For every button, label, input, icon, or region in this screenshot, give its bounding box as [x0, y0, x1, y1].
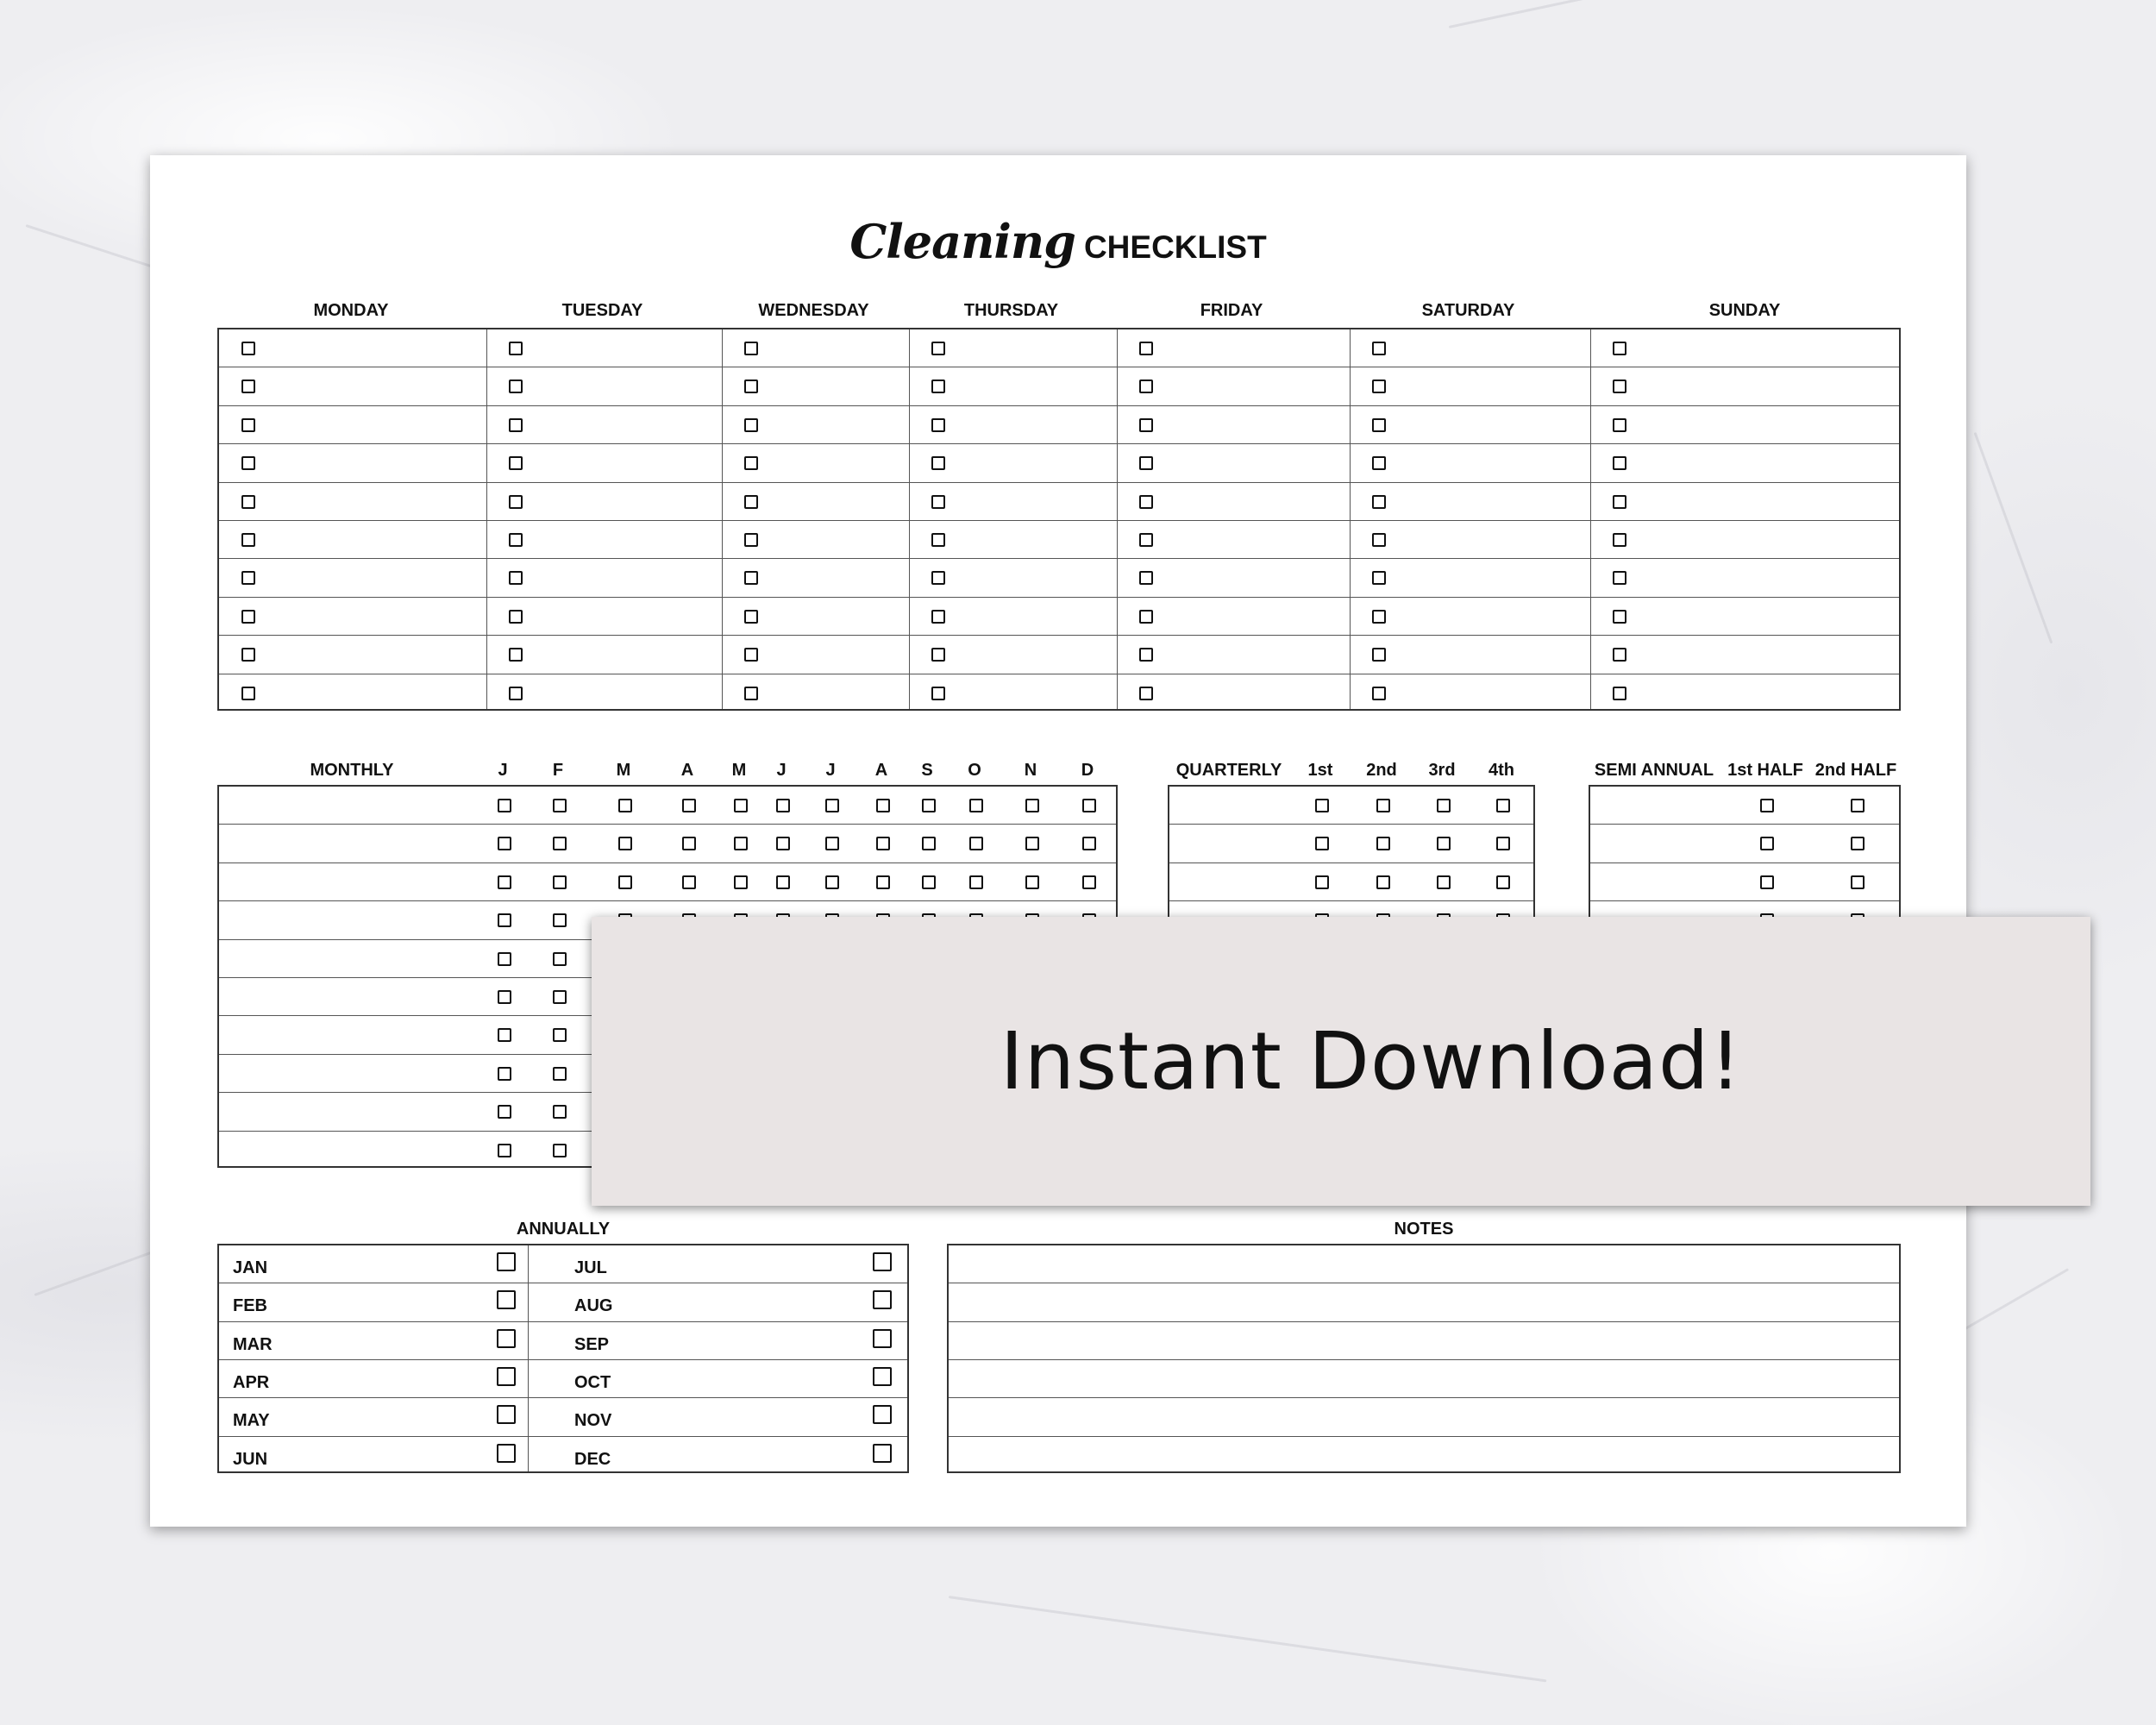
month-header: D: [1081, 761, 1094, 780]
weekly-checkbox[interactable]: [1372, 495, 1386, 509]
day-header-friday: FRIDAY: [1200, 301, 1263, 320]
monthly-checkbox[interactable]: [498, 1144, 511, 1157]
monthly-checkbox[interactable]: [1082, 799, 1096, 812]
weekly-checkbox[interactable]: [241, 418, 255, 432]
month-label: FEB: [233, 1296, 267, 1316]
checklist-sheet: [150, 155, 1966, 1527]
weekly-checkbox[interactable]: [744, 342, 758, 355]
notes-header: NOTES: [1394, 1220, 1454, 1239]
quarterly-table: [1168, 785, 1535, 938]
weekly-checkbox[interactable]: [931, 533, 945, 547]
monthly-checkbox[interactable]: [734, 799, 748, 812]
row-divider: [1169, 824, 1533, 825]
monthly-checkbox[interactable]: [922, 875, 936, 889]
row-divider: [1590, 862, 1899, 863]
month-header: F: [552, 761, 564, 780]
monthly-checkbox[interactable]: [498, 1028, 511, 1042]
weekly-checkbox[interactable]: [931, 687, 945, 700]
month-label: MAY: [233, 1411, 270, 1431]
weekly-checkbox[interactable]: [1372, 380, 1386, 393]
weekly-checkbox[interactable]: [509, 648, 523, 662]
monthly-checkbox[interactable]: [553, 990, 567, 1004]
month-label: SEP: [574, 1334, 610, 1354]
row-divider: [219, 1359, 907, 1360]
month-header: M: [616, 761, 631, 780]
annual-checkbox[interactable]: [873, 1367, 892, 1386]
month-header: J: [498, 761, 508, 780]
monthly-checkbox[interactable]: [553, 1144, 567, 1157]
half-header: 2nd HALF: [1814, 761, 1897, 780]
weekly-checkbox[interactable]: [744, 687, 758, 700]
weekly-checkbox[interactable]: [241, 456, 255, 470]
monthly-checkbox[interactable]: [553, 952, 567, 966]
monthly-checkbox[interactable]: [553, 1028, 567, 1042]
banner-text: Instant Download!: [1000, 1015, 1743, 1107]
page-title: [150, 214, 1966, 269]
monthly-checkbox[interactable]: [969, 875, 983, 889]
quarterly-checkbox[interactable]: [1437, 799, 1451, 812]
row-divider: [1590, 900, 1899, 901]
month-label: OCT: [574, 1373, 611, 1392]
annual-checkbox[interactable]: [497, 1290, 516, 1309]
semi-annual-checkbox[interactable]: [1760, 837, 1774, 850]
monthly-checkbox[interactable]: [734, 837, 748, 850]
quarter-header: 2nd: [1366, 761, 1397, 780]
monthly-checkbox[interactable]: [553, 799, 567, 812]
weekly-checkbox[interactable]: [1613, 648, 1626, 662]
quarterly-checkbox[interactable]: [1496, 875, 1510, 889]
title-plain: CHECKLIST: [1083, 229, 1267, 265]
weekly-checkbox[interactable]: [241, 342, 255, 355]
weekly-checkbox[interactable]: [1139, 342, 1153, 355]
weekly-checkbox[interactable]: [509, 610, 523, 624]
monthly-checkbox[interactable]: [922, 799, 936, 812]
weekly-checkbox[interactable]: [1139, 571, 1153, 585]
weekly-checkbox[interactable]: [1372, 418, 1386, 432]
weekly-checkbox[interactable]: [931, 495, 945, 509]
weekly-checkbox[interactable]: [931, 342, 945, 355]
day-header-wednesday: WEDNESDAY: [758, 301, 869, 320]
column-divider: [909, 329, 910, 709]
semi-annual-checkbox[interactable]: [1760, 799, 1774, 812]
column-divider: [1350, 329, 1351, 709]
monthly-checkbox[interactable]: [553, 875, 567, 889]
weekly-checkbox[interactable]: [1139, 610, 1153, 624]
quarterly-header: QUARTERLY: [1175, 761, 1282, 780]
monthly-checkbox[interactable]: [969, 799, 983, 812]
quarter-header: 4th: [1489, 761, 1514, 780]
weekly-checkbox[interactable]: [241, 648, 255, 662]
day-header-monday: MONDAY: [313, 301, 389, 320]
column-divider: [1590, 329, 1591, 709]
weekly-checkbox[interactable]: [744, 495, 758, 509]
semi-annual-checkbox[interactable]: [1851, 875, 1865, 889]
row-divider: [219, 405, 1899, 406]
semi-annual-header: SEMI ANNUAL: [1594, 761, 1714, 780]
weekly-checkbox[interactable]: [744, 380, 758, 393]
quarterly-checkbox[interactable]: [1437, 875, 1451, 889]
monthly-checkbox[interactable]: [1082, 875, 1096, 889]
annual-checkbox[interactable]: [873, 1329, 892, 1348]
weekly-checkbox[interactable]: [931, 610, 945, 624]
monthly-checkbox[interactable]: [1025, 837, 1039, 850]
row-divider: [949, 1436, 1899, 1437]
weekly-checkbox[interactable]: [1372, 687, 1386, 700]
weekly-checkbox[interactable]: [241, 571, 255, 585]
monthly-checkbox[interactable]: [876, 799, 890, 812]
monthly-checkbox[interactable]: [825, 875, 839, 889]
monthly-checkbox[interactable]: [876, 837, 890, 850]
row-divider: [219, 824, 1116, 825]
semi-annual-checkbox[interactable]: [1760, 875, 1774, 889]
day-header-thursday: THURSDAY: [963, 301, 1059, 320]
row-divider: [219, 520, 1899, 521]
row-divider: [219, 862, 1116, 863]
day-header-tuesday: TUESDAY: [561, 301, 643, 320]
weekly-checkbox[interactable]: [241, 610, 255, 624]
month-header: O: [968, 761, 981, 780]
monthly-checkbox[interactable]: [1082, 837, 1096, 850]
weekly-checkbox[interactable]: [1139, 687, 1153, 700]
weekly-checkbox[interactable]: [241, 687, 255, 700]
monthly-checkbox[interactable]: [876, 875, 890, 889]
row-divider: [219, 900, 1116, 901]
day-header-sunday: SUNDAY: [1708, 301, 1781, 320]
quarterly-checkbox[interactable]: [1315, 837, 1329, 850]
weekly-checkbox[interactable]: [1613, 533, 1626, 547]
annual-checkbox[interactable]: [497, 1252, 516, 1271]
weekly-checkbox[interactable]: [931, 418, 945, 432]
row-divider: [1169, 900, 1533, 901]
row-divider: [1590, 824, 1899, 825]
weekly-checkbox[interactable]: [1372, 456, 1386, 470]
month-label: AUG: [574, 1296, 613, 1316]
weekly-checkbox[interactable]: [1139, 456, 1153, 470]
month-header: S: [921, 761, 933, 780]
weekly-checkbox[interactable]: [509, 571, 523, 585]
weekly-checkbox[interactable]: [1372, 342, 1386, 355]
weekly-checkbox[interactable]: [744, 456, 758, 470]
month-label: NOV: [574, 1411, 612, 1431]
month-header: A: [680, 761, 694, 780]
weekly-checkbox[interactable]: [744, 533, 758, 547]
column-divider: [528, 1245, 529, 1471]
weekly-checkbox[interactable]: [931, 456, 945, 470]
weekly-checkbox[interactable]: [1372, 571, 1386, 585]
monthly-checkbox[interactable]: [553, 913, 567, 927]
monthly-checkbox[interactable]: [618, 837, 632, 850]
month-label: JAN: [233, 1258, 268, 1277]
row-divider: [219, 1321, 907, 1322]
monthly-checkbox[interactable]: [922, 837, 936, 850]
quarterly-checkbox[interactable]: [1376, 837, 1390, 850]
month-label: JUL: [574, 1258, 607, 1277]
annually-table: [217, 1244, 909, 1473]
weekly-checkbox[interactable]: [509, 533, 523, 547]
weekly-checkbox[interactable]: [1613, 687, 1626, 700]
weekly-checkbox[interactable]: [1613, 380, 1626, 393]
monthly-checkbox[interactable]: [498, 799, 511, 812]
annual-checkbox[interactable]: [873, 1290, 892, 1309]
weekly-checkbox[interactable]: [509, 495, 523, 509]
monthly-checkbox[interactable]: [734, 875, 748, 889]
quarterly-checkbox[interactable]: [1376, 875, 1390, 889]
day-header-saturday: SATURDAY: [1421, 301, 1515, 320]
month-header: J: [776, 761, 787, 780]
annual-checkbox[interactable]: [873, 1444, 892, 1463]
quarter-header: 1st: [1307, 761, 1333, 780]
weekly-checkbox[interactable]: [1372, 533, 1386, 547]
weekly-checkbox[interactable]: [744, 571, 758, 585]
monthly-checkbox[interactable]: [1025, 799, 1039, 812]
weekly-checkbox[interactable]: [241, 495, 255, 509]
row-divider: [219, 482, 1899, 483]
monthly-checkbox[interactable]: [498, 1105, 511, 1119]
row-divider: [219, 635, 1899, 636]
monthly-checkbox[interactable]: [498, 1067, 511, 1081]
weekly-checkbox[interactable]: [1613, 610, 1626, 624]
monthly-checkbox[interactable]: [776, 799, 790, 812]
column-divider: [722, 329, 723, 709]
monthly-checkbox[interactable]: [969, 837, 983, 850]
weekly-checkbox[interactable]: [1613, 571, 1626, 585]
row-divider: [1169, 862, 1533, 863]
monthly-checkbox[interactable]: [682, 875, 696, 889]
month-header: M: [731, 761, 747, 780]
row-divider: [949, 1359, 1899, 1360]
column-divider: [486, 329, 487, 709]
month-label: APR: [233, 1373, 270, 1392]
weekly-checkbox[interactable]: [509, 342, 523, 355]
month-header: J: [825, 761, 836, 780]
weekly-checkbox[interactable]: [241, 533, 255, 547]
half-header: 1st HALF: [1727, 761, 1803, 780]
weekly-checkbox[interactable]: [509, 380, 523, 393]
monthly-checkbox[interactable]: [682, 799, 696, 812]
row-divider: [219, 1436, 907, 1437]
weekly-checkbox[interactable]: [1372, 610, 1386, 624]
month-header: N: [1024, 761, 1037, 780]
month-header: A: [874, 761, 888, 780]
weekly-checkbox[interactable]: [1139, 380, 1153, 393]
weekly-checkbox[interactable]: [744, 610, 758, 624]
monthly-checkbox[interactable]: [498, 837, 511, 850]
monthly-checkbox[interactable]: [618, 875, 632, 889]
annual-checkbox[interactable]: [497, 1367, 516, 1386]
monthly-checkbox[interactable]: [498, 875, 511, 889]
monthly-checkbox[interactable]: [553, 1105, 567, 1119]
monthly-checkbox[interactable]: [553, 1067, 567, 1081]
semi-annual-checkbox[interactable]: [1851, 799, 1865, 812]
month-label: MAR: [233, 1334, 273, 1354]
quarterly-checkbox[interactable]: [1496, 837, 1510, 850]
semi-annual-checkbox[interactable]: [1851, 837, 1865, 850]
monthly-checkbox[interactable]: [1025, 875, 1039, 889]
annual-checkbox[interactable]: [497, 1444, 516, 1463]
monthly-checkbox[interactable]: [825, 799, 839, 812]
quarterly-checkbox[interactable]: [1315, 799, 1329, 812]
weekly-checkbox[interactable]: [1613, 495, 1626, 509]
monthly-checkbox[interactable]: [498, 952, 511, 966]
weekly-checkbox[interactable]: [1372, 648, 1386, 662]
weekly-checkbox[interactable]: [1139, 648, 1153, 662]
weekly-checkbox[interactable]: [1139, 418, 1153, 432]
weekly-checkbox[interactable]: [509, 687, 523, 700]
annual-checkbox[interactable]: [497, 1329, 516, 1348]
quarterly-checkbox[interactable]: [1437, 837, 1451, 850]
monthly-checkbox[interactable]: [553, 837, 567, 850]
annual-checkbox[interactable]: [497, 1405, 516, 1424]
row-divider: [219, 558, 1899, 559]
row-divider: [949, 1397, 1899, 1398]
monthly-checkbox[interactable]: [618, 799, 632, 812]
weekly-checkbox[interactable]: [1613, 456, 1626, 470]
weekly-checkbox[interactable]: [744, 648, 758, 662]
row-divider: [219, 1397, 907, 1398]
title-script: Cleaning: [849, 214, 1075, 269]
weekly-checkbox[interactable]: [931, 380, 945, 393]
weekly-checkbox[interactable]: [931, 648, 945, 662]
month-label: DEC: [574, 1449, 611, 1469]
monthly-checkbox[interactable]: [825, 837, 839, 850]
weekly-table: [217, 328, 1901, 711]
annually-header: ANNUALLY: [516, 1220, 611, 1239]
row-divider: [219, 597, 1899, 598]
annual-checkbox[interactable]: [873, 1252, 892, 1271]
quarter-header: 3rd: [1428, 761, 1456, 780]
weekly-checkbox[interactable]: [1613, 342, 1626, 355]
semi-annual-table: [1589, 785, 1901, 938]
monthly-checkbox[interactable]: [776, 875, 790, 889]
weekly-checkbox[interactable]: [509, 418, 523, 432]
weekly-checkbox[interactable]: [1613, 418, 1626, 432]
quarterly-checkbox[interactable]: [1496, 799, 1510, 812]
month-label: JUN: [233, 1449, 268, 1469]
column-divider: [1117, 329, 1118, 709]
weekly-checkbox[interactable]: [509, 456, 523, 470]
notes-table: [947, 1244, 1901, 1473]
monthly-header: MONTHLY: [310, 761, 394, 780]
monthly-checkbox[interactable]: [776, 837, 790, 850]
weekly-checkbox[interactable]: [931, 571, 945, 585]
row-divider: [219, 443, 1899, 444]
row-divider: [949, 1321, 1899, 1322]
monthly-checkbox[interactable]: [682, 837, 696, 850]
weekly-checkbox[interactable]: [1139, 533, 1153, 547]
weekly-checkbox[interactable]: [744, 418, 758, 432]
monthly-checkbox[interactable]: [498, 913, 511, 927]
quarterly-checkbox[interactable]: [1315, 875, 1329, 889]
annual-checkbox[interactable]: [873, 1405, 892, 1424]
weekly-checkbox[interactable]: [241, 380, 255, 393]
quarterly-checkbox[interactable]: [1376, 799, 1390, 812]
weekly-checkbox[interactable]: [1139, 495, 1153, 509]
monthly-checkbox[interactable]: [498, 990, 511, 1004]
instant-download-banner: [592, 917, 2090, 1206]
